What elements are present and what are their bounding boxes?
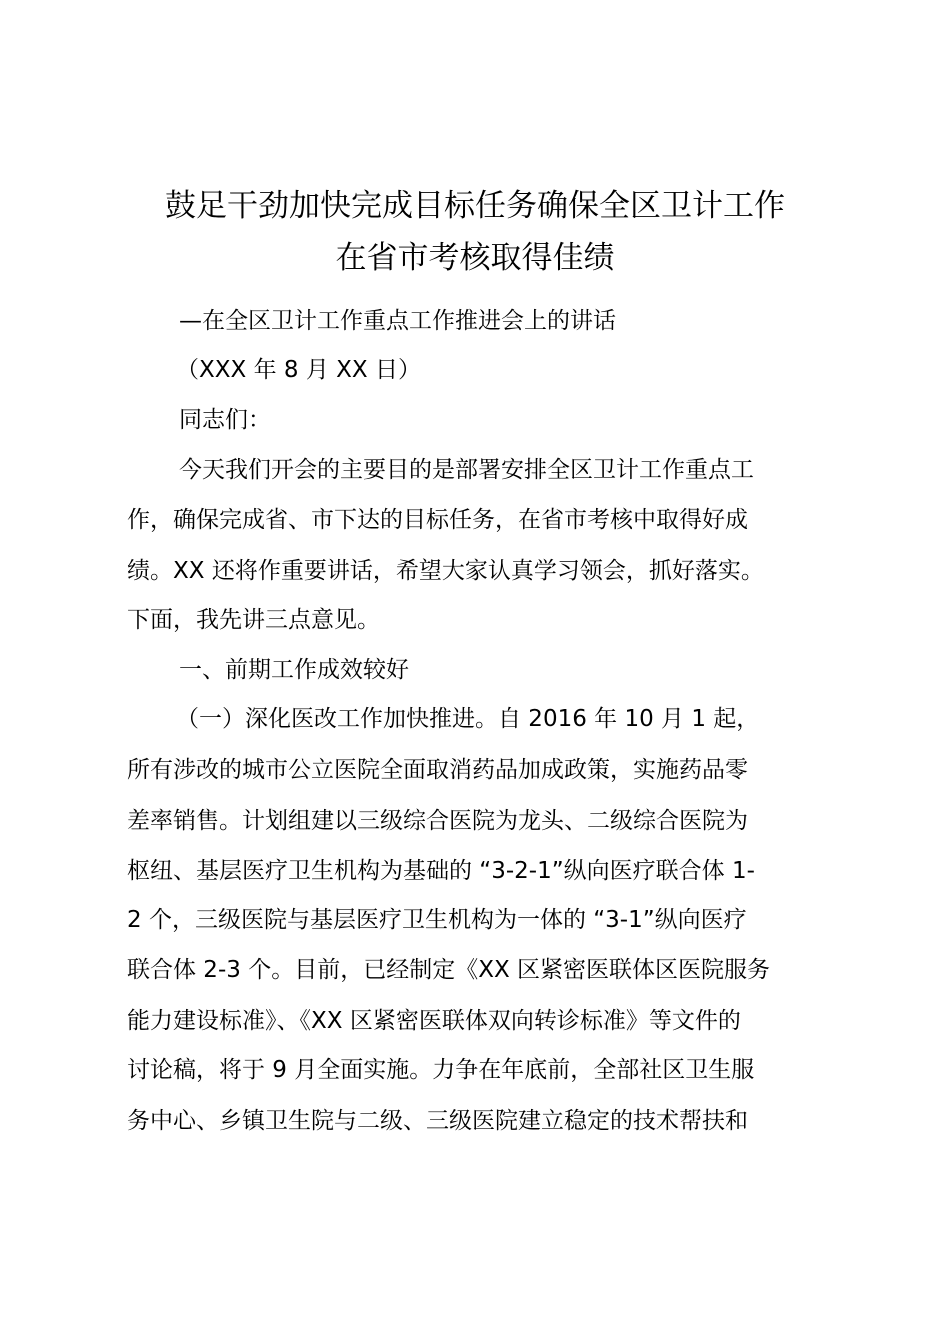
paragraph-line: 枢纽、基层医疗卫生机构为基础的 “3-2-1”纵向医疗联合体 1-: [127, 858, 755, 884]
paragraph-line: 所有涉改的城市公立医院全面取消药品加成政策，实施药品零: [127, 757, 748, 783]
document-title-line-2: 在省市考核取得佳绩: [335, 240, 615, 276]
speech-date: （XXX 年 8 月 XX 日）: [176, 357, 421, 383]
paragraph-line: 作，确保完成省、市下达的目标任务，在省市考核中取得好成: [127, 507, 748, 533]
paragraph-line: 能力建设标准》、《XX 区紧密医联体双向转诊标准》等文件的: [127, 1008, 741, 1034]
paragraph-line: （一）深化医改工作加快推进。自 2016 年 10 月 1 起，: [176, 706, 760, 732]
paragraph-line: 今天我们开会的主要目的是部署安排全区卫计工作重点工: [179, 457, 754, 483]
salutation: 同志们：: [179, 407, 271, 433]
paragraph-line: 联合体 2-3 个。目前，已经制定《XX 区紧密医联体区医院服务: [127, 957, 771, 983]
document-title-line-1: 鼓足干劲加快完成目标任务确保全区卫计工作: [165, 188, 785, 224]
paragraph-line: 务中心、乡镇卫生院与二级、三级医院建立稳定的技术帮扶和: [127, 1108, 748, 1134]
paragraph-line: 2 个，三级医院与基层医疗卫生机构为一体的 “3-1”纵向医疗: [127, 907, 747, 933]
section-heading: 一、前期工作成效较好: [179, 657, 409, 683]
paragraph-line: 讨论稿，将于 9 月全面实施。力争在年底前，全部社区卫生服: [127, 1057, 755, 1083]
paragraph-line: 下面，我先讲三点意见。: [127, 607, 380, 633]
paragraph-line: 差率销售。计划组建以三级综合医院为龙头、二级综合医院为: [127, 808, 748, 834]
speech-subtitle: —在全区卫计工作重点工作推进会上的讲话: [179, 308, 616, 334]
paragraph-line: 绩。XX 还将作重要讲话，希望大家认真学习领会，抓好落实。: [127, 558, 764, 584]
